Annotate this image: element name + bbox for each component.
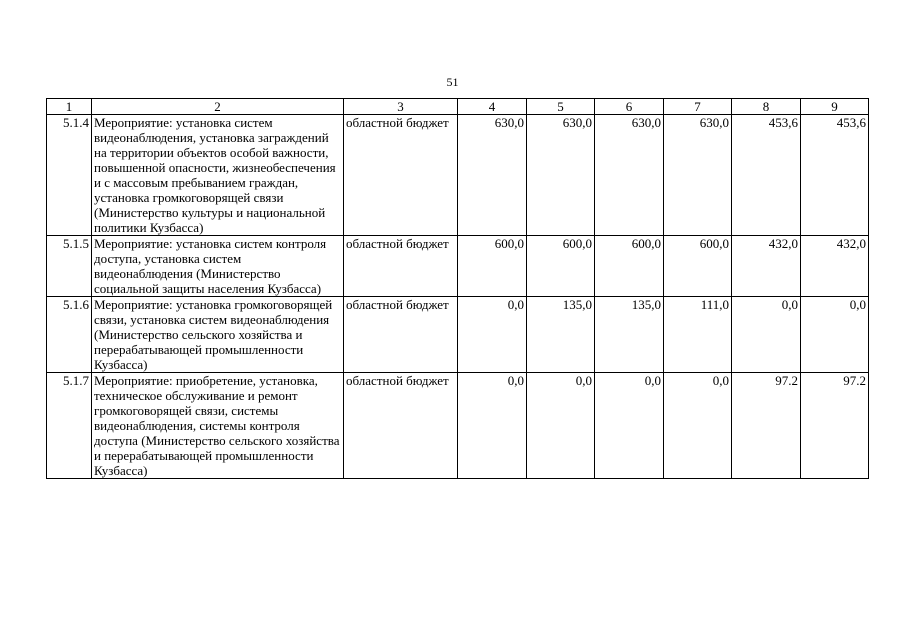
column-header: 2: [92, 99, 344, 115]
column-header: 5: [527, 99, 595, 115]
value-cell: 432,0: [801, 236, 869, 297]
row-description: Мероприятие: установка систем контроля доступа, установка систем видеонаблюдения (Министерство социальной защиты населения Кузбасса): [92, 236, 344, 297]
row-number: 5.1.5: [47, 236, 92, 297]
value-cell: 135,0: [527, 297, 595, 373]
funding-source: областной бюджет: [344, 297, 458, 373]
table-row: [47, 297, 869, 373]
value-cell: 0,0: [458, 297, 527, 373]
row-number: 5.1.6: [47, 297, 92, 373]
value-cell: 0,0: [801, 297, 869, 373]
value-cell: 630,0: [527, 115, 595, 236]
value-cell: 600,0: [664, 236, 732, 297]
row-number: 5.1.7: [47, 373, 92, 479]
funding-source: областной бюджет: [344, 236, 458, 297]
column-header: 9: [801, 99, 869, 115]
table-row: [47, 115, 869, 236]
value-cell: 630,0: [595, 115, 664, 236]
value-cell: 97.2: [801, 373, 869, 479]
funding-source: областной бюджет: [344, 115, 458, 236]
value-cell: 630,0: [458, 115, 527, 236]
column-header: 6: [595, 99, 664, 115]
row-description: Мероприятие: установка систем видеонаблюдения, установка заграждений на территории объектов особой важности, повышенной опасности, жизнеобеспечения и с массовым пребыванием граждан, установка громкоговорящей связи (Министерство культуры и национальной политики Кузбасса): [92, 115, 344, 236]
column-header: 3: [344, 99, 458, 115]
value-cell: 600,0: [458, 236, 527, 297]
page-number: 51: [446, 75, 459, 89]
value-cell: 432,0: [732, 236, 801, 297]
value-cell: 0,0: [527, 373, 595, 479]
column-header: 8: [732, 99, 801, 115]
value-cell: 0,0: [595, 373, 664, 479]
value-cell: 0,0: [458, 373, 527, 479]
value-cell: 0,0: [664, 373, 732, 479]
value-cell: 600,0: [595, 236, 664, 297]
column-header: 4: [458, 99, 527, 115]
table-row: [47, 373, 869, 479]
column-header: 7: [664, 99, 732, 115]
funding-source: областной бюджет: [344, 373, 458, 479]
table-row: [47, 236, 869, 297]
row-description: Мероприятие: приобретение, установка, техническое обслуживание и ремонт громкоговорящей связи, системы видеонаблюдения, системы контроля доступа (Министерство сельского хозяйства и перерабатывающей промышленности Кузбасса): [92, 373, 344, 479]
column-header: 1: [47, 99, 92, 115]
value-cell: 0,0: [732, 297, 801, 373]
value-cell: 453,6: [801, 115, 869, 236]
row-number: 5.1.4: [47, 115, 92, 236]
value-cell: 97.2: [732, 373, 801, 479]
row-description: Мероприятие: установка громкоговорящей связи, установка систем видеонаблюдения (Министерство сельского хозяйства и перерабатывающей промышленности Кузбасса): [92, 297, 344, 373]
program-table: [46, 98, 869, 479]
value-cell: 111,0: [664, 297, 732, 373]
value-cell: 135,0: [595, 297, 664, 373]
table-header-row: [47, 99, 869, 115]
value-cell: 453,6: [732, 115, 801, 236]
value-cell: 630,0: [664, 115, 732, 236]
value-cell: 600,0: [527, 236, 595, 297]
